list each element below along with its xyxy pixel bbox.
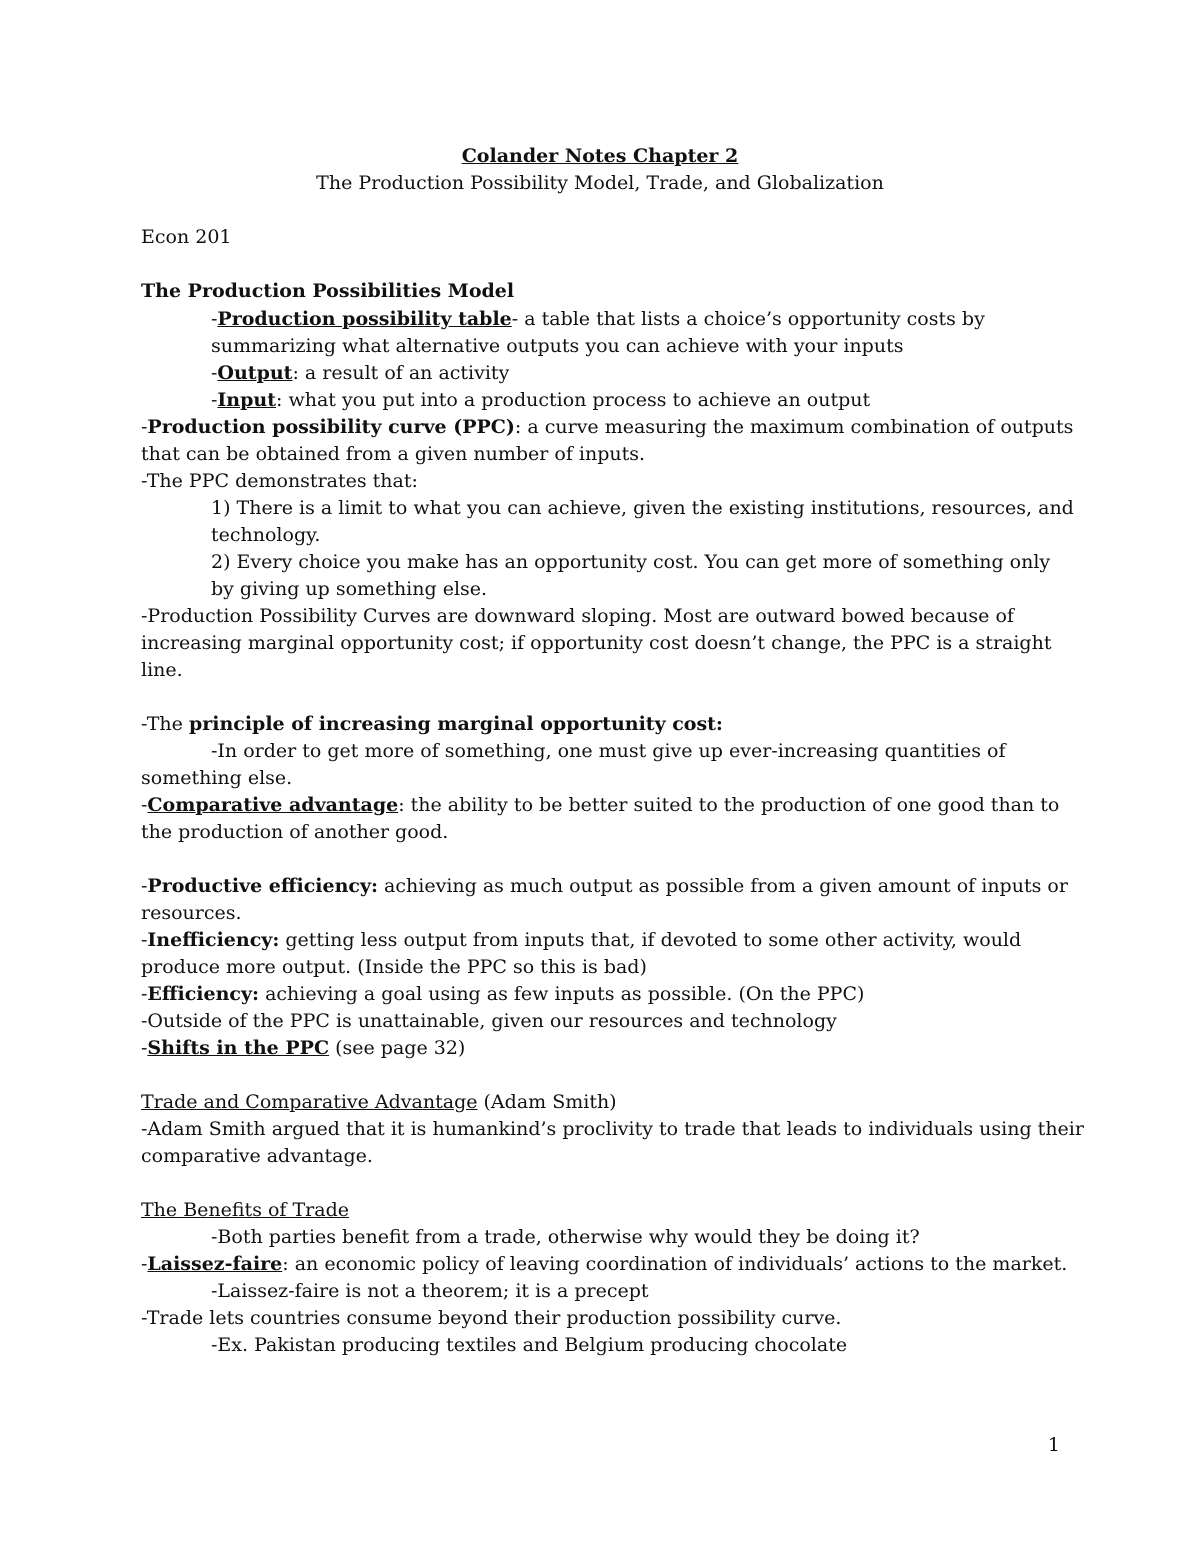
adam-smith-note-cont: comparative advantage. — [141, 1145, 373, 1167]
comparative-advantage-cont: the production of another good. — [141, 821, 449, 843]
input-term: Input — [217, 389, 276, 411]
productive-efficiency-cont: resources. — [141, 902, 242, 924]
ppc-term: Production possibility curve (PPC) — [147, 416, 515, 438]
inefficiency-term: Inefficiency: — [147, 929, 280, 951]
inefficiency-cont: produce more output. (Inside the PPC so this is bad) — [141, 956, 647, 978]
section-heading-benefits: The Benefits of Trade — [141, 1199, 349, 1221]
trade-example: -Ex. Pakistan producing textiles and Belgium producing chocolate — [211, 1334, 848, 1356]
both-parties-benefit: -Both parties benefit from a trade, otherwise why would they be doing it? — [211, 1226, 920, 1248]
efficiency-term: Efficiency: — [147, 983, 260, 1005]
outside-ppc: -Outside of the PPC is unattainable, given our resources and technology — [141, 1010, 837, 1032]
document-title: Colander Notes Chapter 2 — [461, 145, 739, 167]
input-definition: -Input: what you put into a production process to achieve an output — [211, 389, 871, 411]
ppc-slope: -Production Possibility Curves are downward sloping. Most are outward bowed because of — [141, 605, 1014, 627]
laissez-faire-term: Laissez-faire — [147, 1253, 283, 1275]
page-number: 1 — [1047, 1434, 1060, 1456]
shifts-in-ppc: -Shifts in the PPC (see page 32) — [141, 1037, 466, 1059]
section-heading-ppm: The Production Possibilities Model — [141, 280, 515, 302]
document-subtitle: The Production Possibility Model, Trade, and Globalization — [316, 172, 884, 194]
comparative-advantage-definition: -Comparative advantage: the ability to be better suited to the production of one good than to — [141, 794, 1060, 816]
shifts-term: Shifts in the PPC — [147, 1037, 330, 1059]
productive-efficiency: -Productive efficiency: achieving as much output as possible from a given amount of inputs or — [141, 875, 1068, 897]
comparative-advantage-term: Comparative advantage — [147, 794, 399, 816]
output-term: Output — [217, 362, 293, 384]
ppc-point-2-cont: by giving up something else. — [211, 578, 488, 600]
principle-definition: -In order to get more of something, one must give up ever-increasing quantities of — [211, 740, 1006, 762]
adam-smith-note: -Adam Smith argued that it is humankind’s proclivity to trade that leads to individuals using their — [141, 1118, 1084, 1140]
ppt-definition: -Production possibility table- a table that lists a choice’s opportunity costs by — [211, 308, 985, 330]
ppc-point-1-cont: technology. — [211, 524, 321, 546]
ppc-slope-end: line. — [141, 659, 183, 681]
productive-efficiency-term: Productive efficiency: — [147, 875, 379, 897]
ppt-term: Production possibility table — [217, 308, 512, 330]
ppc-demonstrates: -The PPC demonstrates that: — [141, 470, 418, 492]
section-heading-trade: Trade and Comparative Advantage (Adam Smith) — [141, 1091, 617, 1113]
ppt-definition-cont: summarizing what alternative outputs you can achieve with your inputs — [211, 335, 904, 357]
ppc-point-2: 2) Every choice you make has an opportunity cost. You can get more of something only — [211, 551, 1051, 573]
ppc-definition-cont: that can be obtained from a given number of inputs. — [141, 443, 646, 465]
ppc-slope-cont: increasing marginal opportunity cost; if opportunity cost doesn’t change, the PPC is a straight — [141, 632, 1052, 654]
laissez-faire-note: -Laissez-faire is not a theorem; it is a precept — [211, 1280, 649, 1302]
trade-beyond-ppc: -Trade lets countries consume beyond their production possibility curve. — [141, 1307, 842, 1329]
inefficiency: -Inefficiency: getting less output from inputs that, if devoted to some other activity, would — [141, 929, 1022, 951]
course-name: Econ 201 — [141, 226, 232, 248]
principle-term: principle of increasing marginal opportunity cost: — [188, 713, 723, 735]
laissez-faire-definition: -Laissez-faire: an economic policy of leaving coordination of individuals’ actions to the market. — [141, 1253, 1068, 1275]
ppc-definition: -Production possibility curve (PPC): a curve measuring the maximum combination of outputs — [141, 416, 1074, 438]
principle-definition-cont: something else. — [141, 767, 293, 789]
ppc-point-1: 1) There is a limit to what you can achieve, given the existing institutions, resources, and — [211, 497, 1074, 519]
principle-heading: -The principle of increasing marginal opportunity cost: — [141, 713, 723, 735]
output-definition: -Output: a result of an activity — [211, 362, 510, 384]
efficiency: -Efficiency: achieving a goal using as few inputs as possible. (On the PPC) — [141, 983, 865, 1005]
